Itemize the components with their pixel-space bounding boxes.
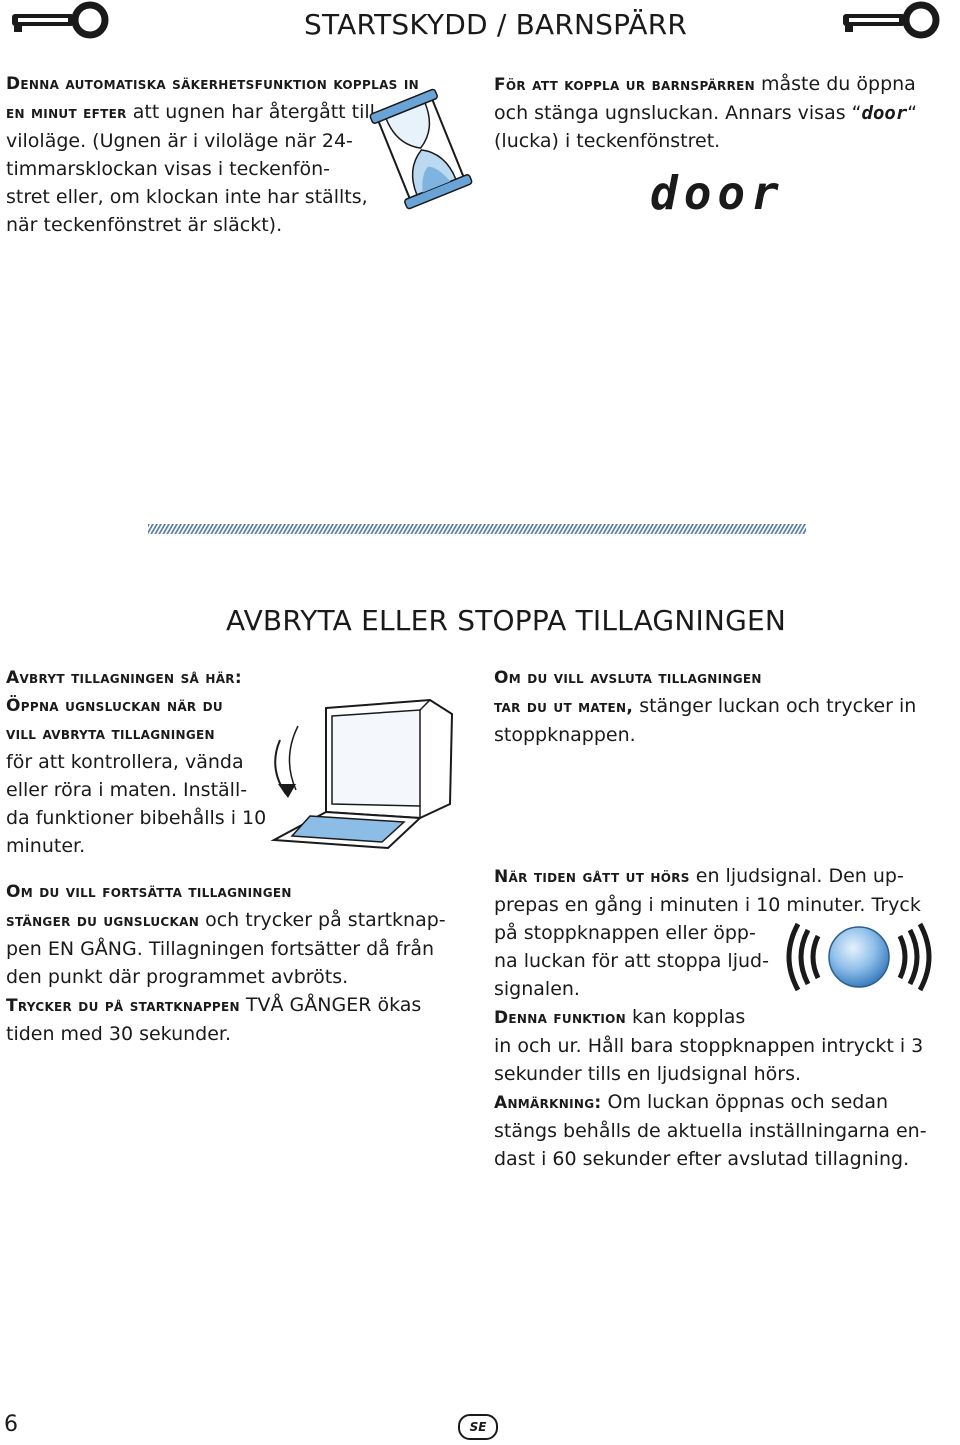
startskydd-left-text: Denna automatiska säkerhetsfunktion kopplas in en minut efter att ugnen har återgått till viloläge. (Ugnen är i viloläge när 24- timmarsklockan visas i teckenfön- stret eller, om klockan inte har ställts, när teckenfönstret är släckt). — [6, 74, 419, 236]
avbryta-right-p1: Om du vill avsluta tillagningen tar du ut maten, stänger luckan och trycker in stoppknappen. — [494, 668, 917, 746]
section-title-avbryta: AVBRYTA ELLER STOPPA TILLAGNINGEN — [226, 604, 787, 637]
hourglass-icon — [366, 84, 476, 214]
door-display: door — [650, 166, 785, 220]
hatched-divider — [148, 524, 806, 534]
avbryta-right-p2: När tiden gått ut hörs en ljudsignal. Den up- prepas en gång i minuten i 10 minuter. Tryck på stoppknappen eller öpp- na luckan för att stoppa ljud- signalen. Denna funktion kan kopplas in och ur. Håll bara stoppknappen intryckt i 3 sekunder tills en ljudsignal hörs. Anmärkning: Om luckan öppnas och sedan stängs behålls de aktuella inställningarna en- dast i 60 sekunder efter avslutad tillagning. — [494, 865, 927, 1170]
language-badge: SE — [458, 1414, 498, 1440]
startskydd-right-text: För att koppla ur barnspärren måste du öppna och stänga ugnsluckan. Annars visas “door“ (lucka) i teckenfönstret. — [494, 73, 918, 152]
oven-open-door-illustration — [270, 698, 460, 850]
avbryta-left-p2: Om du vill fortsätta tillagningen stänger du ugnsluckan och trycker på startknap- pen EN GÅNG. Tillagningen fortsätter då från den punkt där programmet avbröts. Trycker du på startknappen TVÅ GÅNGER ökas tiden med 30 sekunder. — [6, 882, 446, 1045]
door-code-inline: door — [861, 102, 908, 124]
key-icon-right — [835, 0, 945, 50]
key-icon-left — [4, 0, 114, 50]
page-number: 6 — [4, 1412, 18, 1437]
section-title-startskydd: STARTSKYDD / BARNSPÄRR — [304, 8, 688, 41]
avbryta-left-p1: Avbryt tillagningen så här: Öppna ugnsluckan när du vill avbryta tillagningen för att kontrollera, vända eller röra i maten. Inställ- da funktioner bibehålls i 10 minuter. — [6, 668, 267, 857]
sound-signal-button-icon — [776, 912, 942, 1002]
